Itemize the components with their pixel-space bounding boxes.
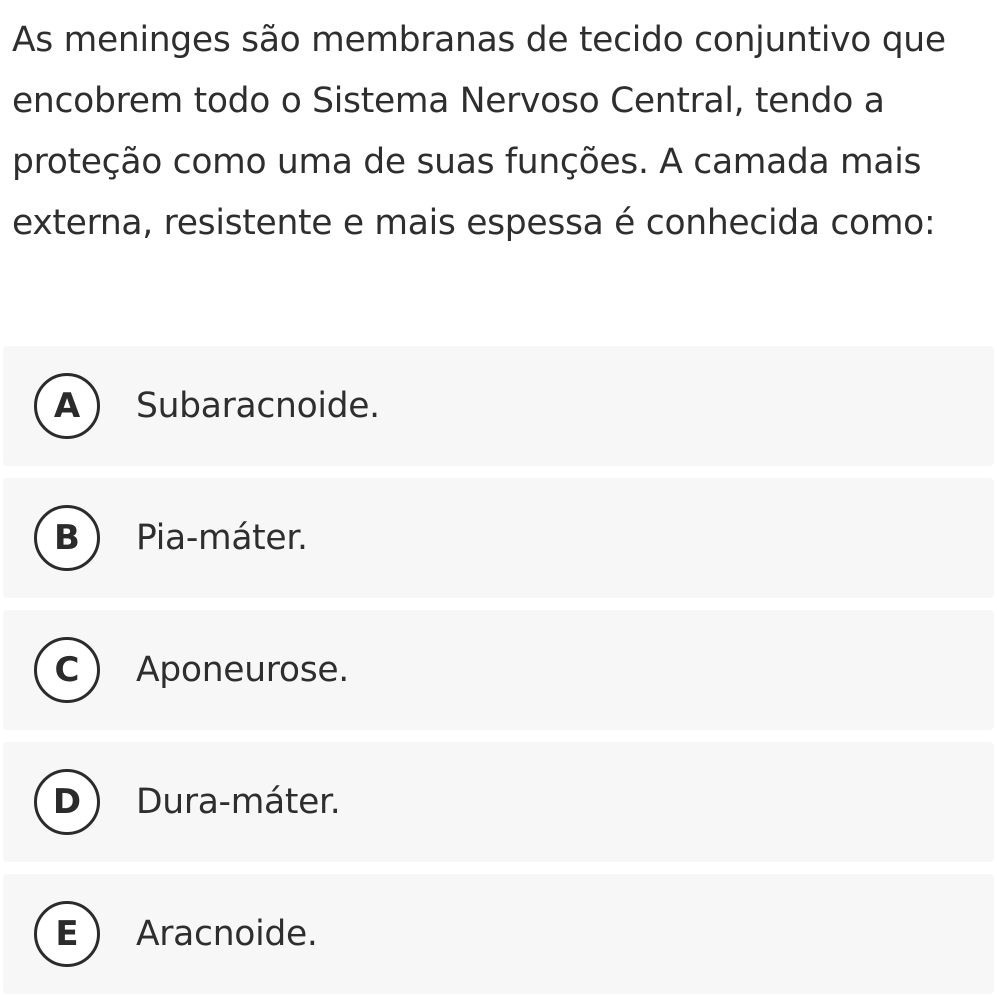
option-letter-b: B <box>34 505 100 571</box>
option-letter-d: D <box>34 769 100 835</box>
option-letter-a: A <box>34 373 100 439</box>
option-e[interactable] <box>3 874 994 994</box>
option-letter-e: E <box>34 901 100 967</box>
option-a[interactable] <box>3 346 994 466</box>
option-b[interactable] <box>3 478 994 598</box>
option-d[interactable] <box>3 742 994 862</box>
option-text-e: Aracnoide. <box>136 914 318 954</box>
answer-options <box>3 346 994 994</box>
option-text-d: Dura-máter. <box>136 782 341 822</box>
option-text-a: Subaracnoide. <box>136 386 380 426</box>
option-text-b: Pia-máter. <box>136 518 308 558</box>
option-c[interactable] <box>3 610 994 730</box>
question-text: As meninges são membranas de tecido conjuntivo que encobrem todo o Sistema Nervoso Central, tendo a proteção como uma de suas funções. A camada mais externa, resistente e mais espessa é conhecida como: <box>12 20 946 243</box>
option-text-c: Aponeurose. <box>136 650 349 690</box>
option-letter-c: C <box>34 637 100 703</box>
